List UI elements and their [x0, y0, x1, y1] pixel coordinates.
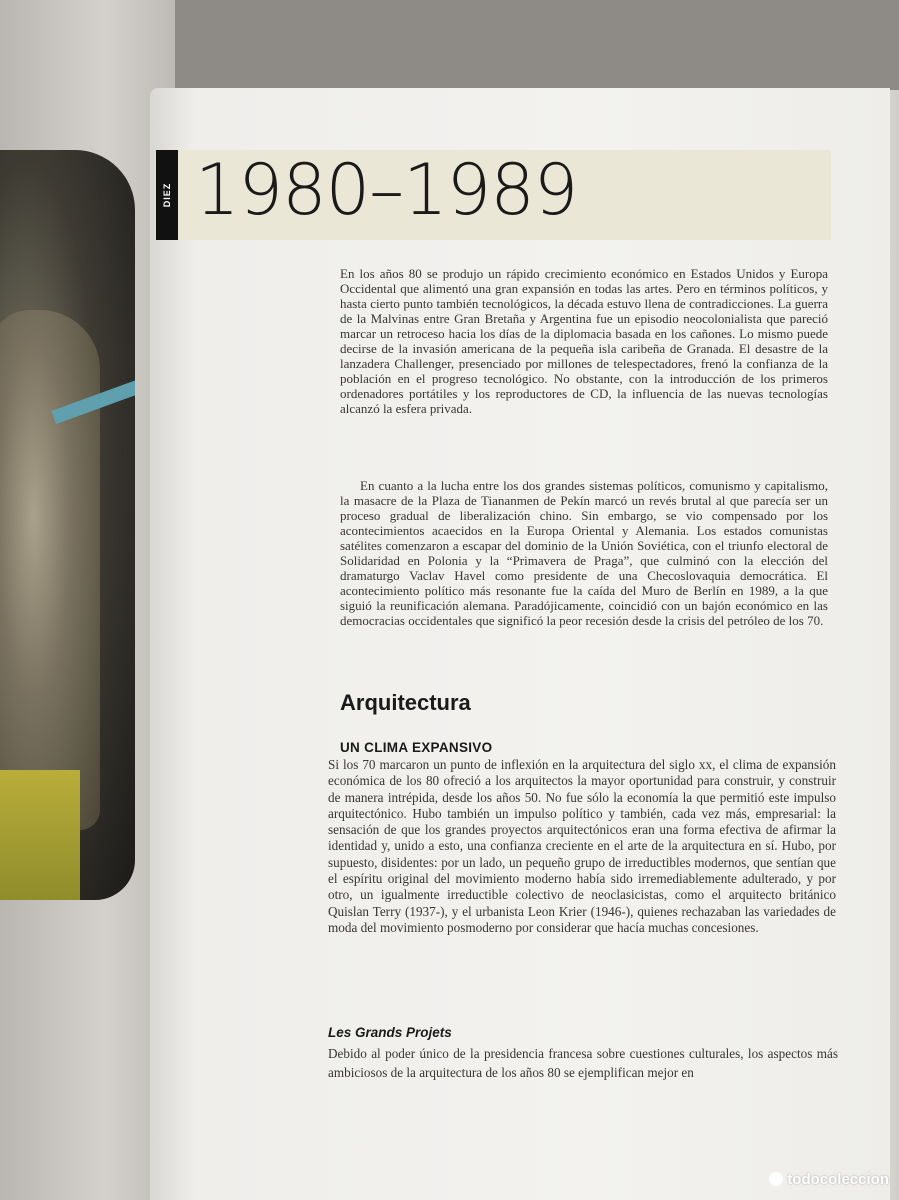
intro-paragraph-1: En los años 80 se produjo un rápido crecimiento económico en Estados Unidos y Europa Occidental que alimentó una gran expansión en todas las artes. Pero en términos políticos, y hasta cierto punto también tecnológicos, la década estuvo llena de contradicciones. La guerra de la Malvinas entre Gran Bretaña y Argentina fue un episodio neocolonialista que pareció marcar un retroceso hacia los días de la diplomacia basada en los cañones. Lo mismo puede decirse de la invasión americana de la pequeña isla caribeña de Granada. El desastre de la lanzadera Challenger, presenciado por millones de telespectadores, frenó la confianza de la población en el progreso tecnológico. No obstante, con la introducción de los primeros ordenadores portátiles y los reproductores de CD, la influencia de las nuevas tecnologías alcanzó la esfera privada.	[340, 266, 828, 416]
painted-figure	[0, 310, 100, 830]
section-heading: Arquitectura	[340, 690, 471, 715]
chapter-tab-label: DIEZ	[162, 182, 172, 208]
right-page	[150, 88, 890, 1200]
decade-title: 1980–1989	[195, 149, 578, 231]
watermark-text: todocoleccion	[787, 1171, 889, 1188]
architecture-paragraph: Si los 70 marcaron un punto de inflexión en la arquitectura del siglo xx, el clima de expansión económica de los 80 ofreció a los arquitectos la mayor oportunidad para construir, y construir de manera intrépida, desde los años 50. No fue sólo la economía la que permitió este impulso arquitectónico. Hubo también un impulso político y también, cada vez más, empresarial: la sensación de que los grandes proyectos arquitectónicos eran una forma efectiva de afirmar la identidad y, unido a esto, una confianza creciente en el arte de la arquitectura en sí. Hubo, por supuesto, disidentes: por un lado, un pequeño grupo de irreductibles modernos, que sentían que el espíritu original del movimiento moderno había sido irremediablemente adulterado, y por otro, un igualmente irreductible colectivo de neoclasicistas, como el arquitecto británico Quislan Terry (1937-), y el urbanista Leon Krier (1946-), quienes rechazaban las variedades de moda del movimiento posmoderno por considerar que hacía muchas concesiones.	[328, 757, 836, 935]
left-page	[0, 0, 175, 1200]
subheading-grands-projets: Les Grands Projets	[328, 1025, 452, 1040]
intro-paragraph-2: En cuanto a la lucha entre los dos grandes sistemas políticos, comunismo y capitalismo, la masacre de la Plaza de Tiananmen de Pekín marcó un revés brutal al que parecía ser un proceso gradual de liberalización chino. Sin embargo, se vio compensado por los acontecimientos acaecidos en la Europa Oriental y Alemania. Los estados comunistas satélites comenzaron a escapar del dominio de la Unión Soviética, con el triunfo electoral de Solidaridad en Polonia y la “Primavera de Praga”, que culminó con la elección del dramaturgo Vaclav Havel como presidente de una Checoslovaquia democrática. El acontecimiento político más resonante fue la caída del Muro de Berlín en 1989, a la que siguió la reunificación alemana. Paradójicamente, coincidió con un bajón económico en las democracias occidentales que significó la peor recesión desde la crisis del petróleo de los 70.	[340, 478, 828, 628]
watermark	[769, 1171, 889, 1188]
painted-cloth	[0, 770, 80, 900]
watermark-logo-icon	[769, 1172, 783, 1186]
painting-image	[0, 150, 135, 900]
chapter-tab	[156, 150, 178, 240]
grands-projets-paragraph: Debido al poder único de la presidencia francesa sobre cuestiones culturales, los aspectos más ambiciosos de la arquitectura de los años 80 se ejemplifican mejor en	[328, 1046, 838, 1080]
subheading-clima: UN CLIMA EXPANSIVO	[340, 740, 493, 755]
